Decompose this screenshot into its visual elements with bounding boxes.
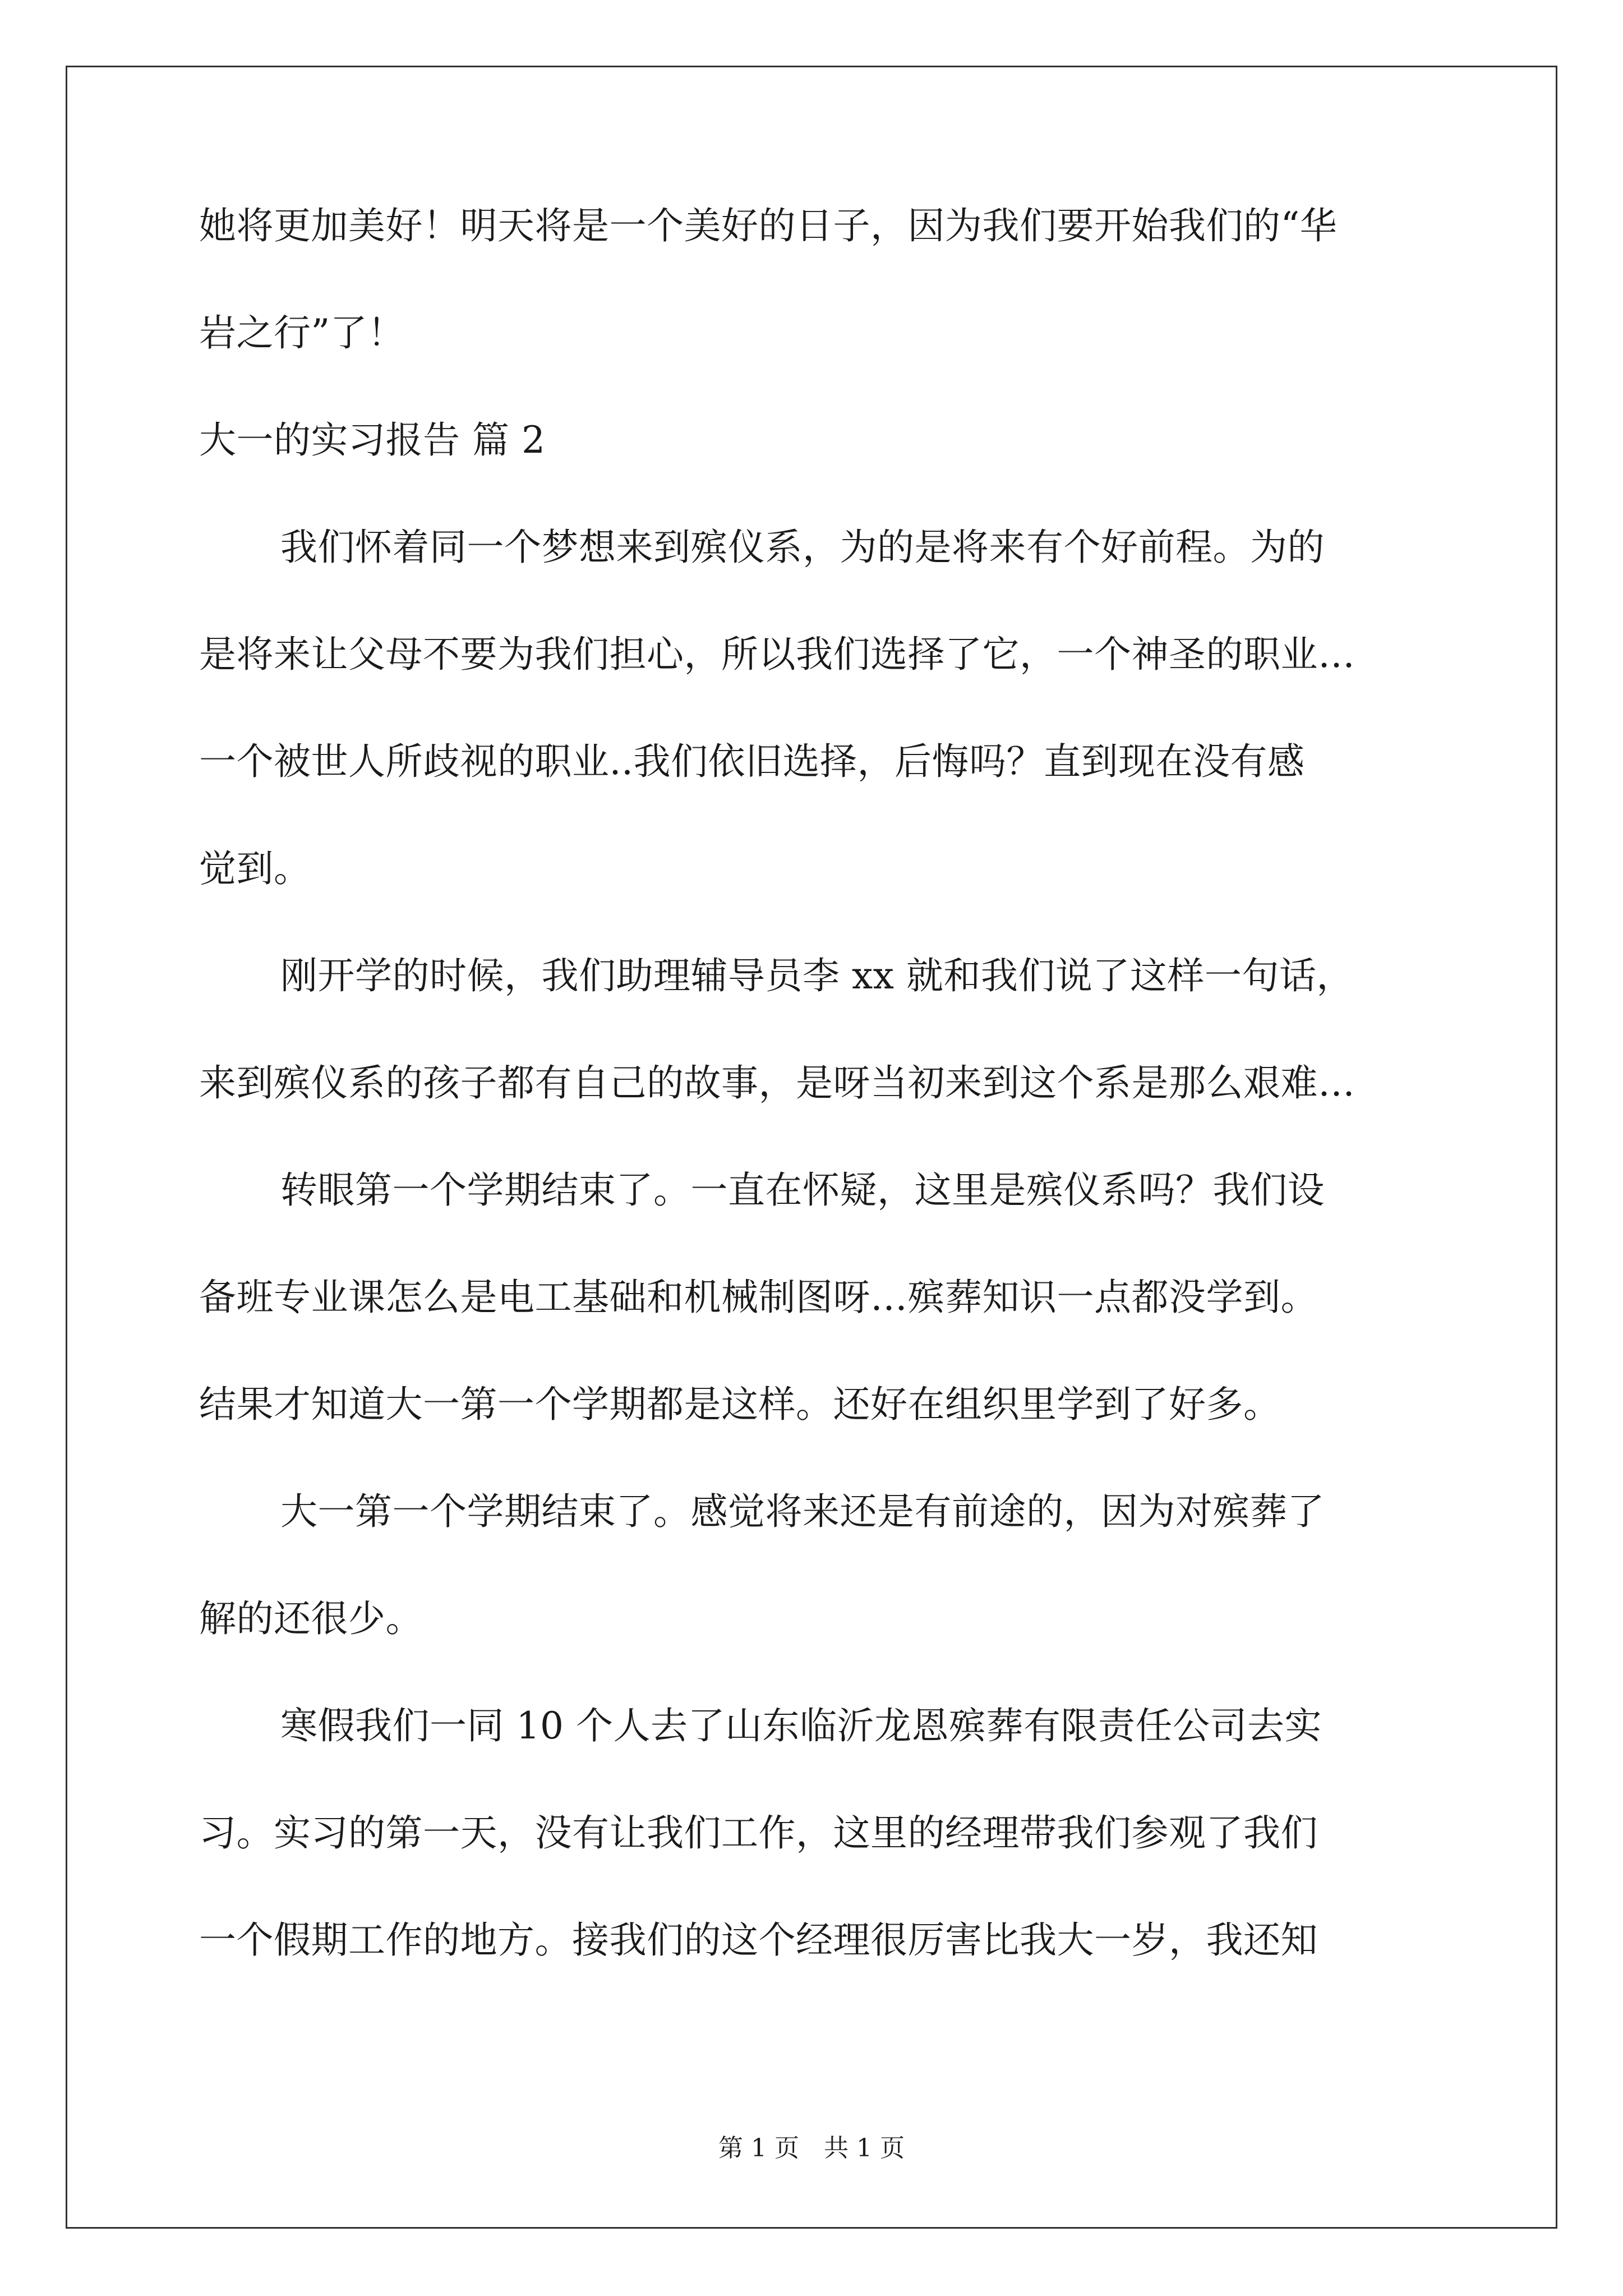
text-line: 一个被世人所歧视的职业..我们依旧选择，后悔吗？直到现在没有感 (199, 740, 1305, 783)
text-line: 我们怀着同一个梦想来到殡仪系，为的是将来有个好前程。为的 (280, 526, 1325, 569)
page-border (66, 66, 1557, 2229)
text-line: 习。实习的第一天，没有让我们工作，这里的经理带我们参观了我们 (199, 1811, 1318, 1855)
text-line: 觉到。 (199, 847, 311, 890)
text-line: 转眼第一个学期结束了。一直在怀疑，这里是殡仪系吗？我们设 (280, 1168, 1325, 1212)
text-line: 刚开学的时候，我们助理辅导员李 xx 就和我们说了这样一句话， (280, 954, 1354, 997)
page-footer: 第 1 页 共 1 页 (718, 2134, 905, 2162)
text-line: 是将来让父母不要为我们担心，所以我们选择了它，一个神圣的职业… (199, 633, 1355, 676)
text-line: 来到殡仪系的孩子都有自己的故事，是呀当初来到这个系是那么艰难… (199, 1061, 1355, 1105)
text-line: 解的还很少。 (199, 1597, 423, 1640)
text-line: 寒假我们一同 10 个人去了山东临沂龙恩殡葬有限责任公司去实 (280, 1704, 1322, 1747)
text-line: 一个假期工作的地方。接我们的这个经理很厉害比我大一岁，我还知 (199, 1918, 1318, 1962)
text-line: 结果才知道大一第一个学期都是这样。还好在组织里学到了好多。 (199, 1383, 1281, 1426)
text-line: 岩之行”了！ (199, 311, 405, 355)
text-line: 备班专业课怎么是电工基础和机械制图呀…殡葬知识一点都没学到。 (199, 1276, 1318, 1319)
text-line: 大一第一个学期结束了。感觉将来还是有前途的，因为对殡葬了 (280, 1490, 1325, 1533)
text-line: 她将更加美好！明天将是一个美好的日子，因为我们要开始我们的“华 (199, 204, 1338, 247)
section-heading: 大一的实习报告 篇 2 (199, 418, 546, 462)
